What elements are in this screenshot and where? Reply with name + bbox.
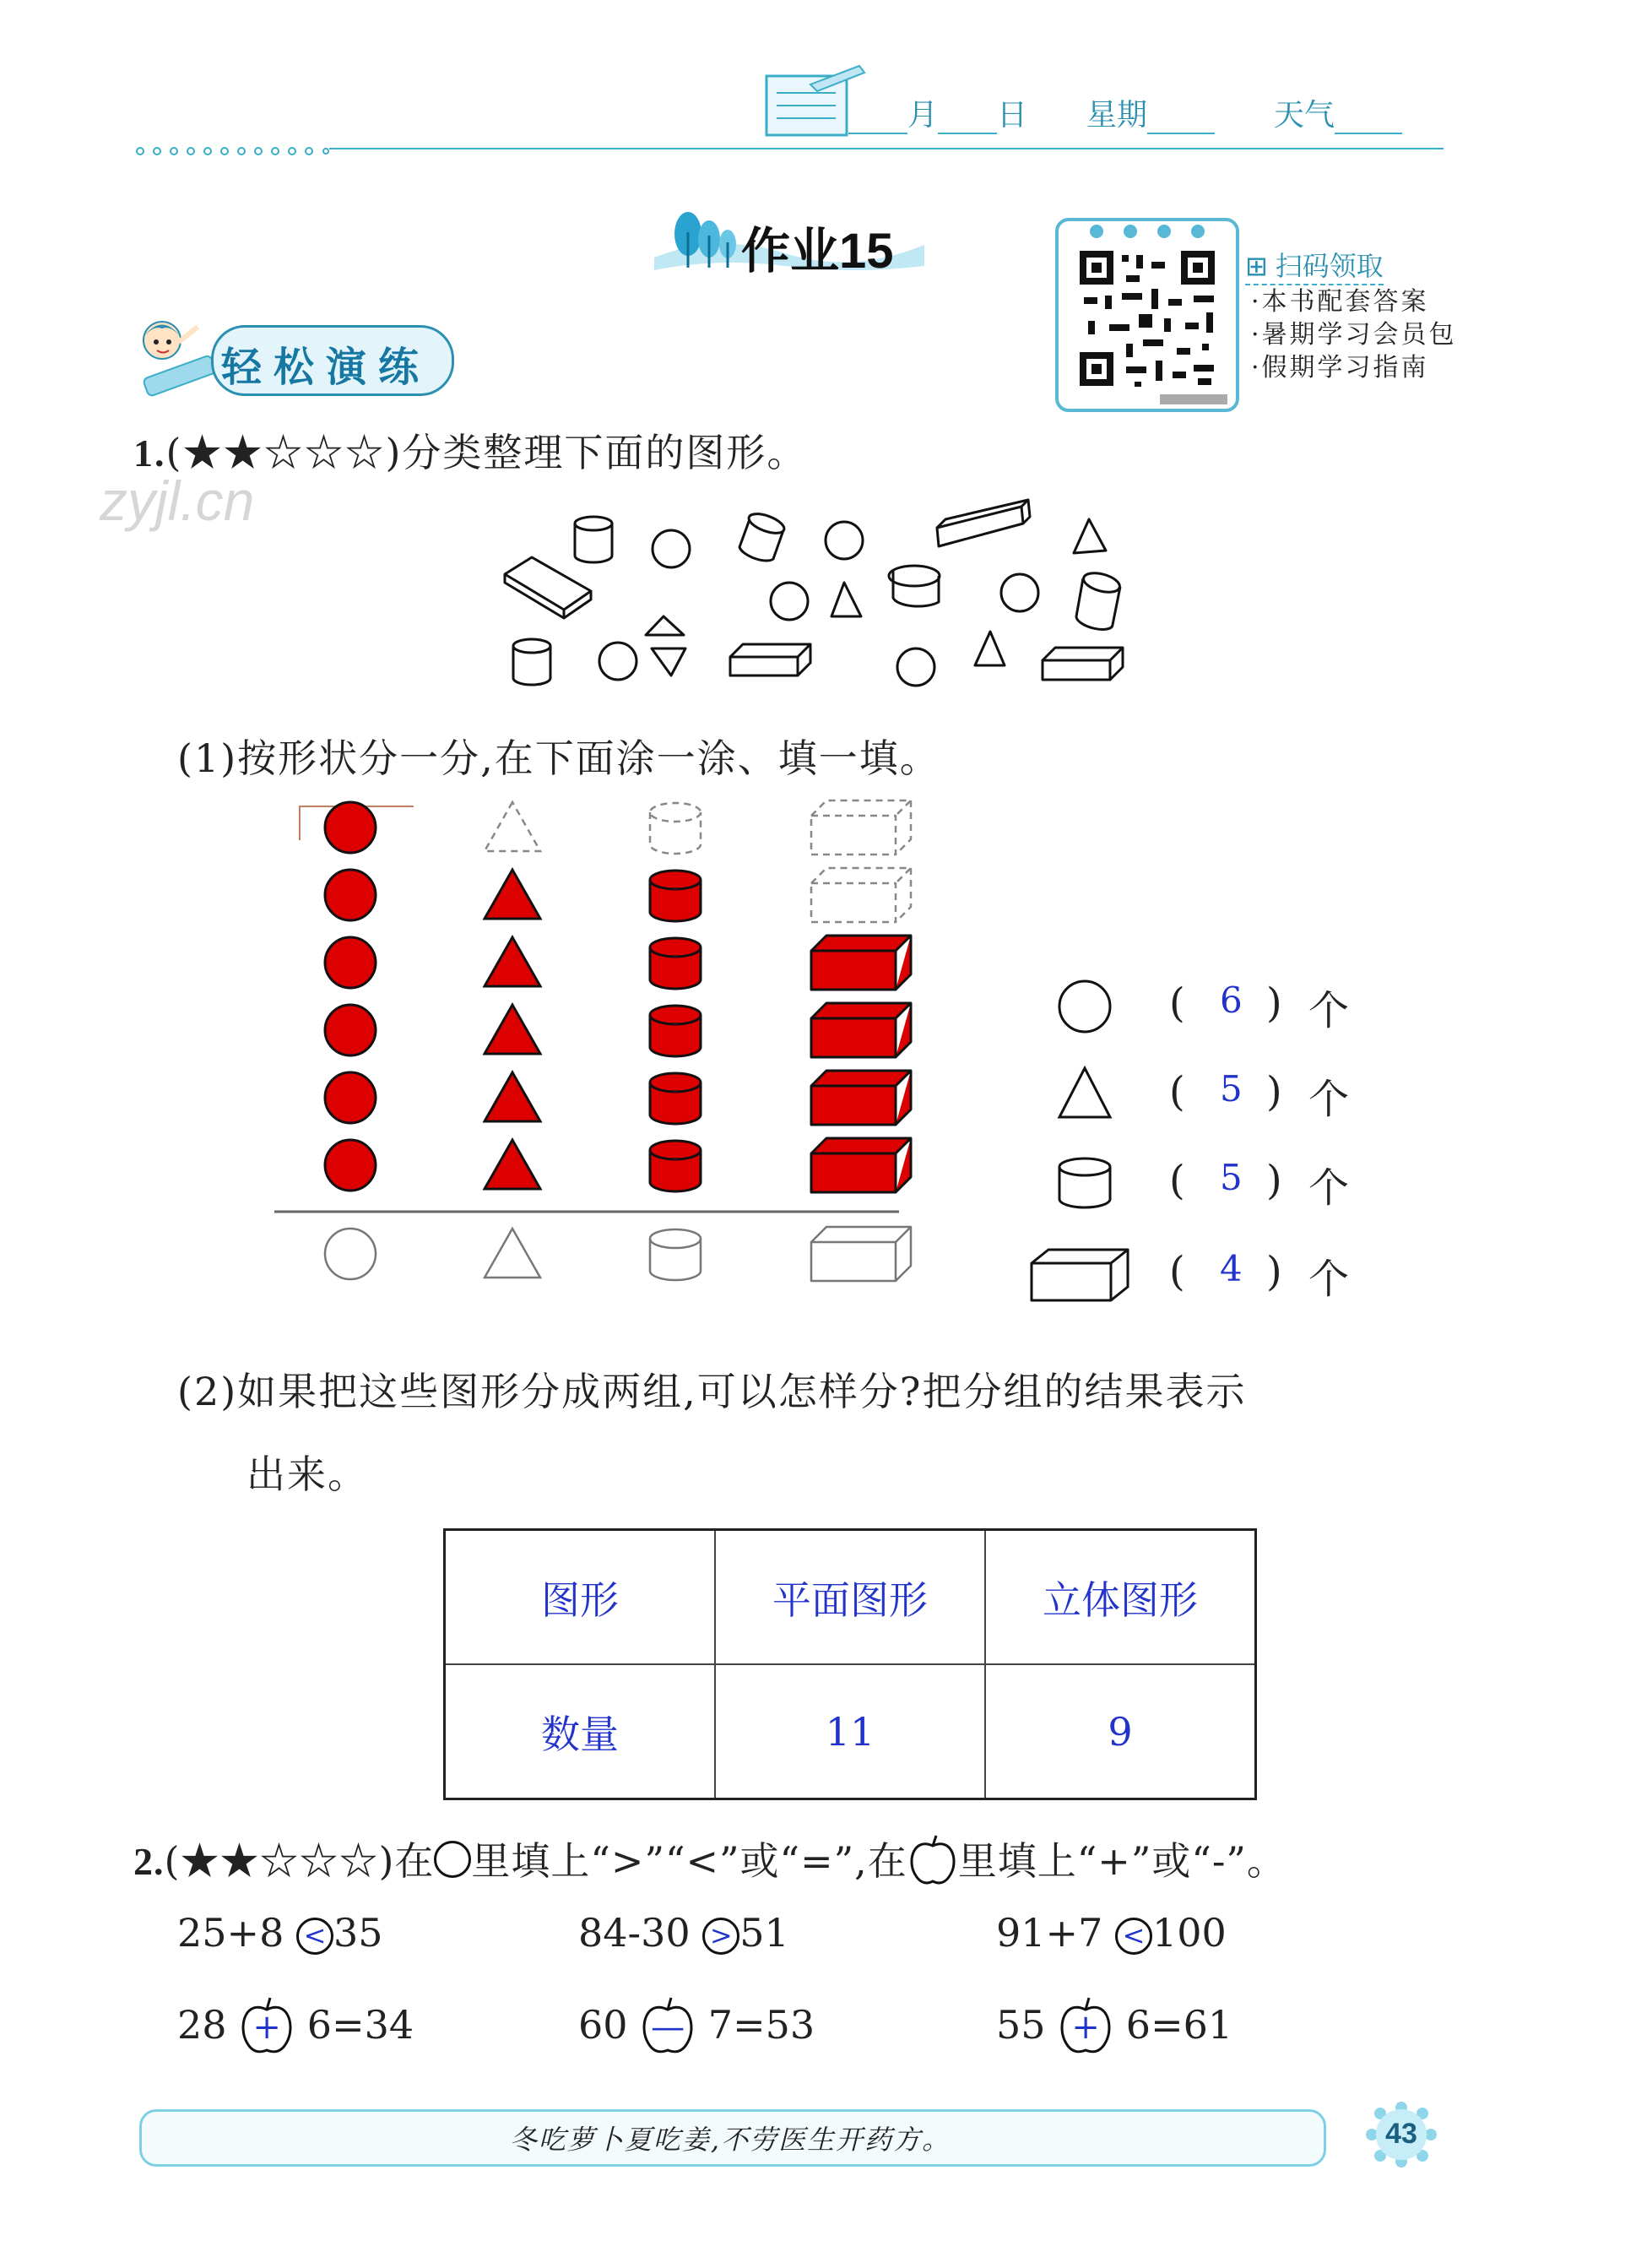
tree-icon [671,207,743,270]
qr-heading: ⊞ 扫码领取 [1245,245,1384,285]
qr-items [1251,285,1457,384]
qr-item: ·暑期学习会员包 [1251,320,1457,350]
footer-proverb: 冬吃萝卜夏吃姜,不劳医生开药方。 [509,2124,951,2156]
cuboid-filled[interactable] [811,1071,911,1125]
circle-filled[interactable] [325,1140,376,1191]
day-blank[interactable] [938,97,997,134]
circle-shape [897,648,934,686]
cuboid-shape [505,557,591,618]
cylinder-shape [889,566,940,606]
apple-answer[interactable]: + [239,1993,295,2057]
scan-icon: ⊞ [1245,251,1276,281]
triangle-shape [646,616,684,635]
qr-item: ·假期学习指南 [1251,353,1429,383]
circle-shape [1001,574,1038,611]
circle-filled[interactable] [325,870,376,920]
triangle-shape [652,648,685,676]
circle-shape [653,530,690,567]
cylinder-filled[interactable] [650,1006,701,1056]
qr-code-icon[interactable] [1059,221,1236,409]
apple-answer[interactable]: — [640,1993,696,2057]
table-header-cell: 图形 [445,1530,716,1665]
q1-number: 1. [133,431,166,475]
triangle-outline [485,1229,540,1278]
operator-item: 60 — 7=53 [578,1993,815,2057]
qr-box [1055,218,1239,412]
cylinder-filled[interactable] [650,1073,701,1124]
count-row-cylinder: ( 5 ) 个 [1030,1148,1384,1216]
q2-number: 2. [133,1840,165,1883]
compare-circle[interactable]: < [1115,1918,1152,1955]
circle-shape [771,583,808,620]
count-list [1030,971,1384,1326]
q1-stars: (★★☆☆☆) [165,430,403,475]
cylinder-shape [513,639,550,685]
cylinder-shape [1076,570,1122,630]
dotted-line-icon [135,146,329,156]
compare-row [177,1910,1292,1978]
cylinder-filled[interactable] [650,871,701,921]
cuboid-icon [1025,1240,1143,1307]
count-row-triangle: ( 5 ) 个 [1030,1060,1384,1127]
pictograph [270,794,962,1309]
operator-row [177,1993,1292,2069]
week-label: 星期 [1086,97,1148,132]
page-title: 作业15 [741,224,894,279]
operator-item: 55 + 6=61 [996,1993,1232,2057]
cylinder-icon [1030,1148,1123,1216]
table-row [445,1530,1256,1665]
triangle-icon [1030,1060,1123,1127]
date-fields [848,91,1402,134]
circle-shape [826,522,863,559]
day-label: 日 [997,97,1028,132]
q1-sub2-line2: 出来。 [246,1451,368,1497]
cylinder-shape [575,517,612,562]
cuboid-outline [811,1227,911,1281]
circle-filled[interactable] [325,1072,376,1123]
apple-icon [907,1834,958,1886]
cylinder-shape [739,510,787,561]
triangle-filled[interactable] [485,870,540,919]
header-dots [135,144,329,154]
cuboid-filled[interactable] [811,1138,911,1192]
q1-text: 分类整理下面的图形。 [402,430,808,475]
pictograph-svg [270,794,962,1309]
circle-icon [1030,971,1123,1039]
cuboid-filled[interactable] [811,1003,911,1057]
cuboid-shape [1043,648,1123,680]
weather-label: 天气 [1274,97,1335,132]
compare-circle[interactable]: < [296,1918,333,1955]
triangle-shape [975,632,1005,665]
cylinder-filled[interactable] [650,938,701,989]
triangle-filled[interactable] [485,1140,540,1189]
page-number: 43 [1385,2118,1417,2150]
circle-filled[interactable] [325,1005,376,1055]
month-blank[interactable] [848,97,907,134]
cylinder-count[interactable]: 5 [1220,1157,1243,1198]
kid-mascot-icon [127,308,219,401]
month-label: 月 [907,97,939,132]
count-row-cuboid: ( 4 ) 个 [1030,1240,1384,1307]
count-row-circle: ( 6 ) 个 [1030,971,1384,1039]
triangle-shape [1074,519,1106,553]
cuboid-empty[interactable] [811,868,911,922]
compare-circle[interactable]: > [702,1918,739,1955]
cylinder-empty[interactable] [650,803,701,854]
triangle-count[interactable]: 5 [1220,1068,1243,1110]
triangle-filled[interactable] [485,1072,540,1121]
cuboid-shape [937,500,1030,546]
cylinder-filled[interactable] [650,1141,701,1191]
section-label: 轻松演练 [221,345,431,390]
table-row [445,1664,1256,1799]
table-header-cell: 立体图形 [985,1530,1256,1665]
scattered-shapes-figure [498,498,1140,692]
result-table [443,1528,1257,1800]
triangle-filled[interactable] [485,937,540,986]
triangle-shape [831,583,861,616]
q2-stars: (★★☆☆☆) [164,1838,395,1884]
circle-outline [325,1229,376,1279]
compare-item: 84-30 > 51 [578,1910,789,1956]
circle-icon [434,1841,471,1878]
cuboid-filled[interactable] [811,936,911,990]
circle-count[interactable]: 6 [1220,979,1243,1021]
table-header-cell: 平面图形 [715,1530,985,1665]
triangle-empty[interactable] [485,802,540,851]
table-cell-label: 数量 [445,1664,716,1799]
cuboid-count[interactable]: 4 [1220,1248,1243,1289]
weather-blank[interactable] [1335,97,1402,134]
week-blank[interactable] [1147,97,1215,134]
header-rule [329,148,1444,149]
cylinder-outline [650,1229,701,1280]
q1-sub2-line1: (2)如果把这些图形分成两组,可以怎样分?把分组的结果表示 [177,1369,1247,1414]
q1-sub1: (1)按形状分一分,在下面涂一涂、填一填。 [177,735,940,781]
circle-filled[interactable] [325,937,376,988]
circle-shape [599,643,636,680]
cuboid-empty[interactable] [811,800,911,855]
table-cell-plane-count[interactable]: 11 [715,1664,985,1799]
compare-item: 91+7 < 100 [996,1910,1227,1956]
operator-item: 28 + 6=34 [177,1993,414,2057]
circle-filled[interactable] [325,802,376,853]
triangle-filled[interactable] [485,1005,540,1054]
cuboid-shape [730,644,810,676]
compare-item: 25+8 < 35 [177,1910,383,1956]
q2-heading: 2.(★★☆☆☆)在 里填上“>”“<”或“=”,在 里填上“+”或“-”。 [133,1831,1286,1886]
table-cell-solid-count[interactable]: 9 [985,1664,1256,1799]
qr-item: ·本书配套答案 [1251,287,1429,317]
q1-heading [133,422,807,478]
watermark: zyjl.cn [100,469,255,532]
apple-answer[interactable]: + [1058,1993,1113,2057]
